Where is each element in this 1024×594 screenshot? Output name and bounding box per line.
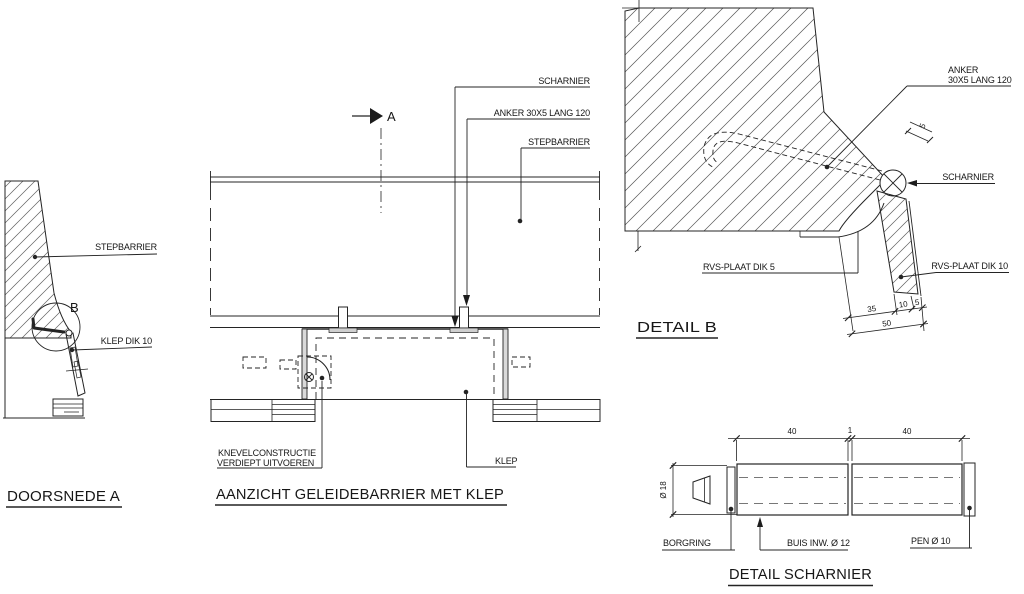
barrier-wall-section	[5, 181, 71, 338]
dim-50: 50	[881, 318, 892, 329]
dim-5: 5	[914, 297, 920, 308]
stepbarrier-label: STEPBARRIER	[95, 242, 157, 252]
stepbarrier-callout: STEPBARRIER	[528, 137, 590, 147]
doorsnede-title: DOORSNEDE A	[7, 488, 120, 505]
detail-scharnier-title: DETAIL SCHARNIER	[729, 566, 872, 583]
dim-40-right: 40	[902, 427, 912, 436]
anchor-bolt	[460, 307, 469, 328]
pen-callout: PEN Ø 10	[911, 536, 951, 546]
scharnier-dimensions	[728, 426, 970, 461]
tube-right	[852, 464, 962, 515]
detail-b-marker: B	[70, 300, 79, 315]
aanzicht-title: AANZICHT GELEIDEBARRIER MET KLEP	[216, 486, 504, 503]
knevel-callout-line1: KNEVELCONSTRUCTIE	[218, 448, 316, 458]
detail-b-title: DETAIL B	[637, 319, 717, 336]
anker-callout: ANKER 30X5 LANG 120	[493, 108, 590, 118]
aanzicht-view	[210, 76, 600, 505]
rvs10-callout: RVS-PLAAT DIK 10	[931, 261, 1008, 271]
anchor-bolt	[339, 307, 348, 328]
dia18-dimension	[659, 462, 737, 517]
dim-35: 35	[866, 303, 877, 315]
doorsnede-view	[3, 181, 158, 507]
detail-scharnier-view	[659, 426, 975, 586]
anker-callout-line2: 30X5 LANG 120	[948, 75, 1012, 85]
borgring-ring	[727, 467, 735, 513]
section-marker-a: A	[387, 109, 396, 124]
klep-dik-label: KLEP DIK 10	[100, 336, 152, 346]
hinge-point	[66, 330, 72, 336]
tube-left	[737, 464, 848, 515]
dim-1-mid: 1	[847, 426, 853, 435]
foundation-block	[53, 399, 83, 416]
klep-callout: KLEP	[495, 456, 518, 466]
pin-cone-cap	[693, 476, 710, 504]
dim-10: 10	[898, 299, 909, 310]
klep-section	[66, 333, 85, 396]
scharnier-callout: SCHARNIER	[942, 172, 994, 182]
detail-b-view	[622, 0, 1012, 338]
buis-callout: BUIS INW. Ø 12	[787, 538, 850, 548]
dim-40-left: 40	[787, 427, 797, 436]
plate-thickness-dim: 5	[917, 122, 928, 130]
scharnier-callout: SCHARNIER	[538, 76, 590, 86]
section-arrow-icon	[370, 108, 383, 124]
anker-callout-line1: ANKER	[948, 65, 979, 75]
knevel-callout-line2: VERDIEPT UITVOEREN	[217, 458, 315, 468]
rvs5-callout: RVS-PLAAT DIK 5	[703, 262, 775, 272]
concrete-section	[625, 8, 886, 231]
dim-dia18: Ø 18	[659, 481, 668, 499]
borgring-callout: BORGRING	[663, 538, 711, 548]
